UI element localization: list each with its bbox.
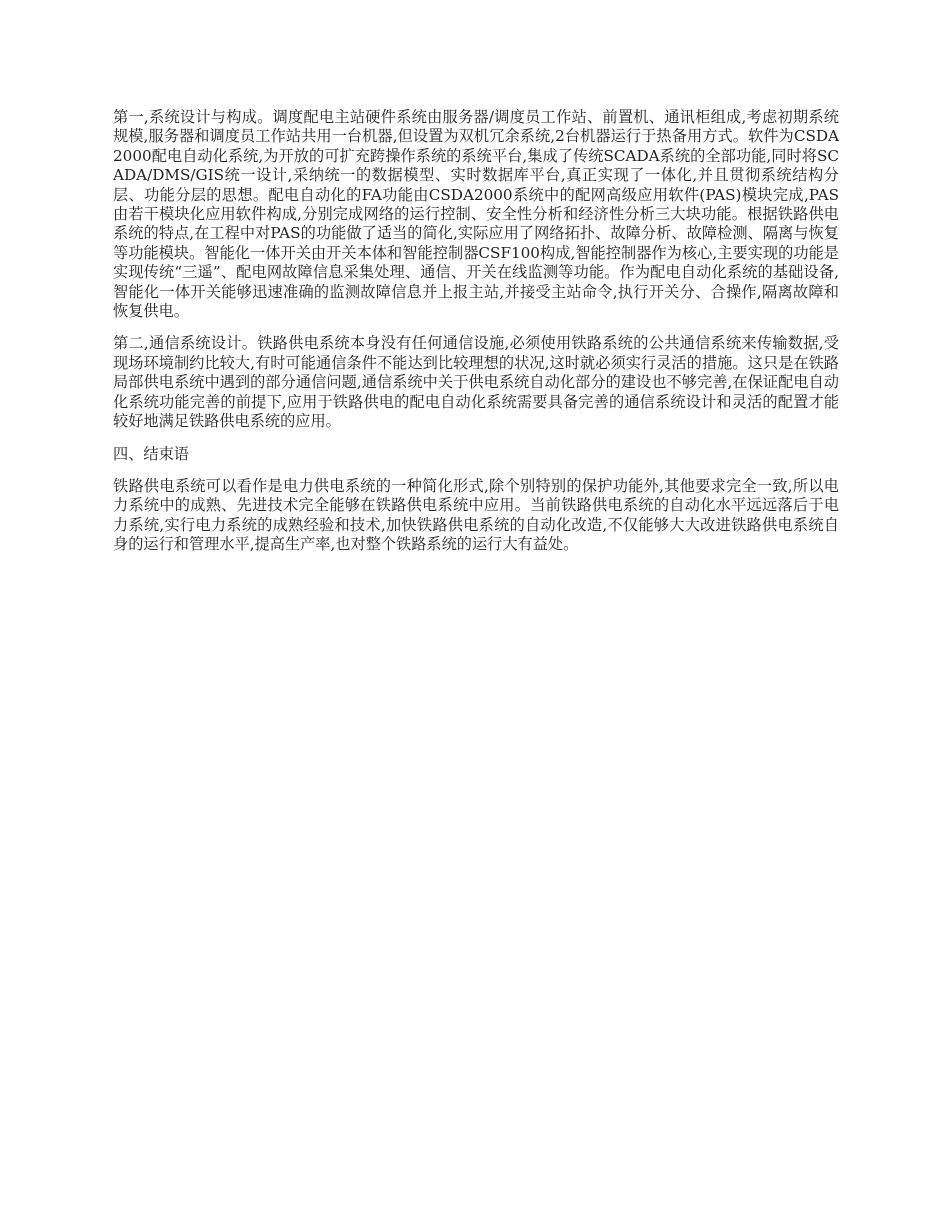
- paragraph-conclusion: 铁路供电系统可以看作是电力供电系统的一种简化形式,除个别特别的保护功能外,其他要求完全一致,所以电力系统中的成熟、先进技术完全能够在铁路供电系统中应用。当前铁路供电系统的自动化水平远远落后于电力系统,实行电力系统的成熟经验和技术,加快铁路供电系统的自动化改造,不仅能够大大改进铁路供电系统自身的运行和管理水平,提高生产率,也对整个铁路系统的运行大有益处。: [113, 476, 839, 554]
- paragraph-communication-design: 第二,通信系统设计。铁路供电系统本身没有任何通信设施,必须使用铁路系统的公共通信系统来传输数据,受现场环境制约比较大,有时可能通信条件不能达到比较理想的状况,这时就必须实行灵活的措施。这只是在铁路局部供电系统中遇到的部分通信问题,通信系统中关于供电系统自动化部分的建设也不够完善,在保证配电自动化系统功能完善的前提下,应用于铁路供电的配电自动化系统需要具备完善的通信系统设计和灵活的配置才能较好地满足铁路供电系统的应用。: [113, 334, 839, 431]
- document-body: [113, 108, 839, 568]
- section-heading-conclusion: 四、结束语: [113, 444, 189, 463]
- paragraph-system-design: 第一,系统设计与构成。调度配电主站硬件系统由服务器/调度员工作站、前置机、通讯柜组成,考虑初期系统规模,服务器和调度员工作站共用一台机器,但设置为双机冗余系统,2台机器运行于热备用方式。软件为CSDA2000配电自动化系统,为开放的可扩充跨操作系统的系统平台,集成了传统SCADA系统的全部功能,同时将SCADA/DMS/GIS统一设计,采纳统一的数据模型、实时数据库平台,真正实现了一体化,并且贯彻系统结构分层、功能分层的思想。配电自动化的FA功能由CSDA2000系统中的配网高级应用软件(PAS)模块完成,PAS由若干模块化应用软件构成,分别完成网络的运行控制、安全性分析和经济性分析三大块功能。根据铁路供电系统的特点,在工程中对PAS的功能做了适当的简化,实际应用了网络拓扑、故障分析、故障检测、隔离与恢复等功能模块。智能化一体开关由开关本体和智能控制器CSF100构成,智能控制器作为核心,主要实现的功能是实现传统“三遥”、配电网故障信息采集处理、通信、开关在线监测等功能。作为配电自动化系统的基础设备,智能化一体开关能够迅速准确的监测故障信息并上报主站,并接受主站命令,执行开关分、合操作,隔离故障和恢复供电。: [113, 108, 839, 321]
